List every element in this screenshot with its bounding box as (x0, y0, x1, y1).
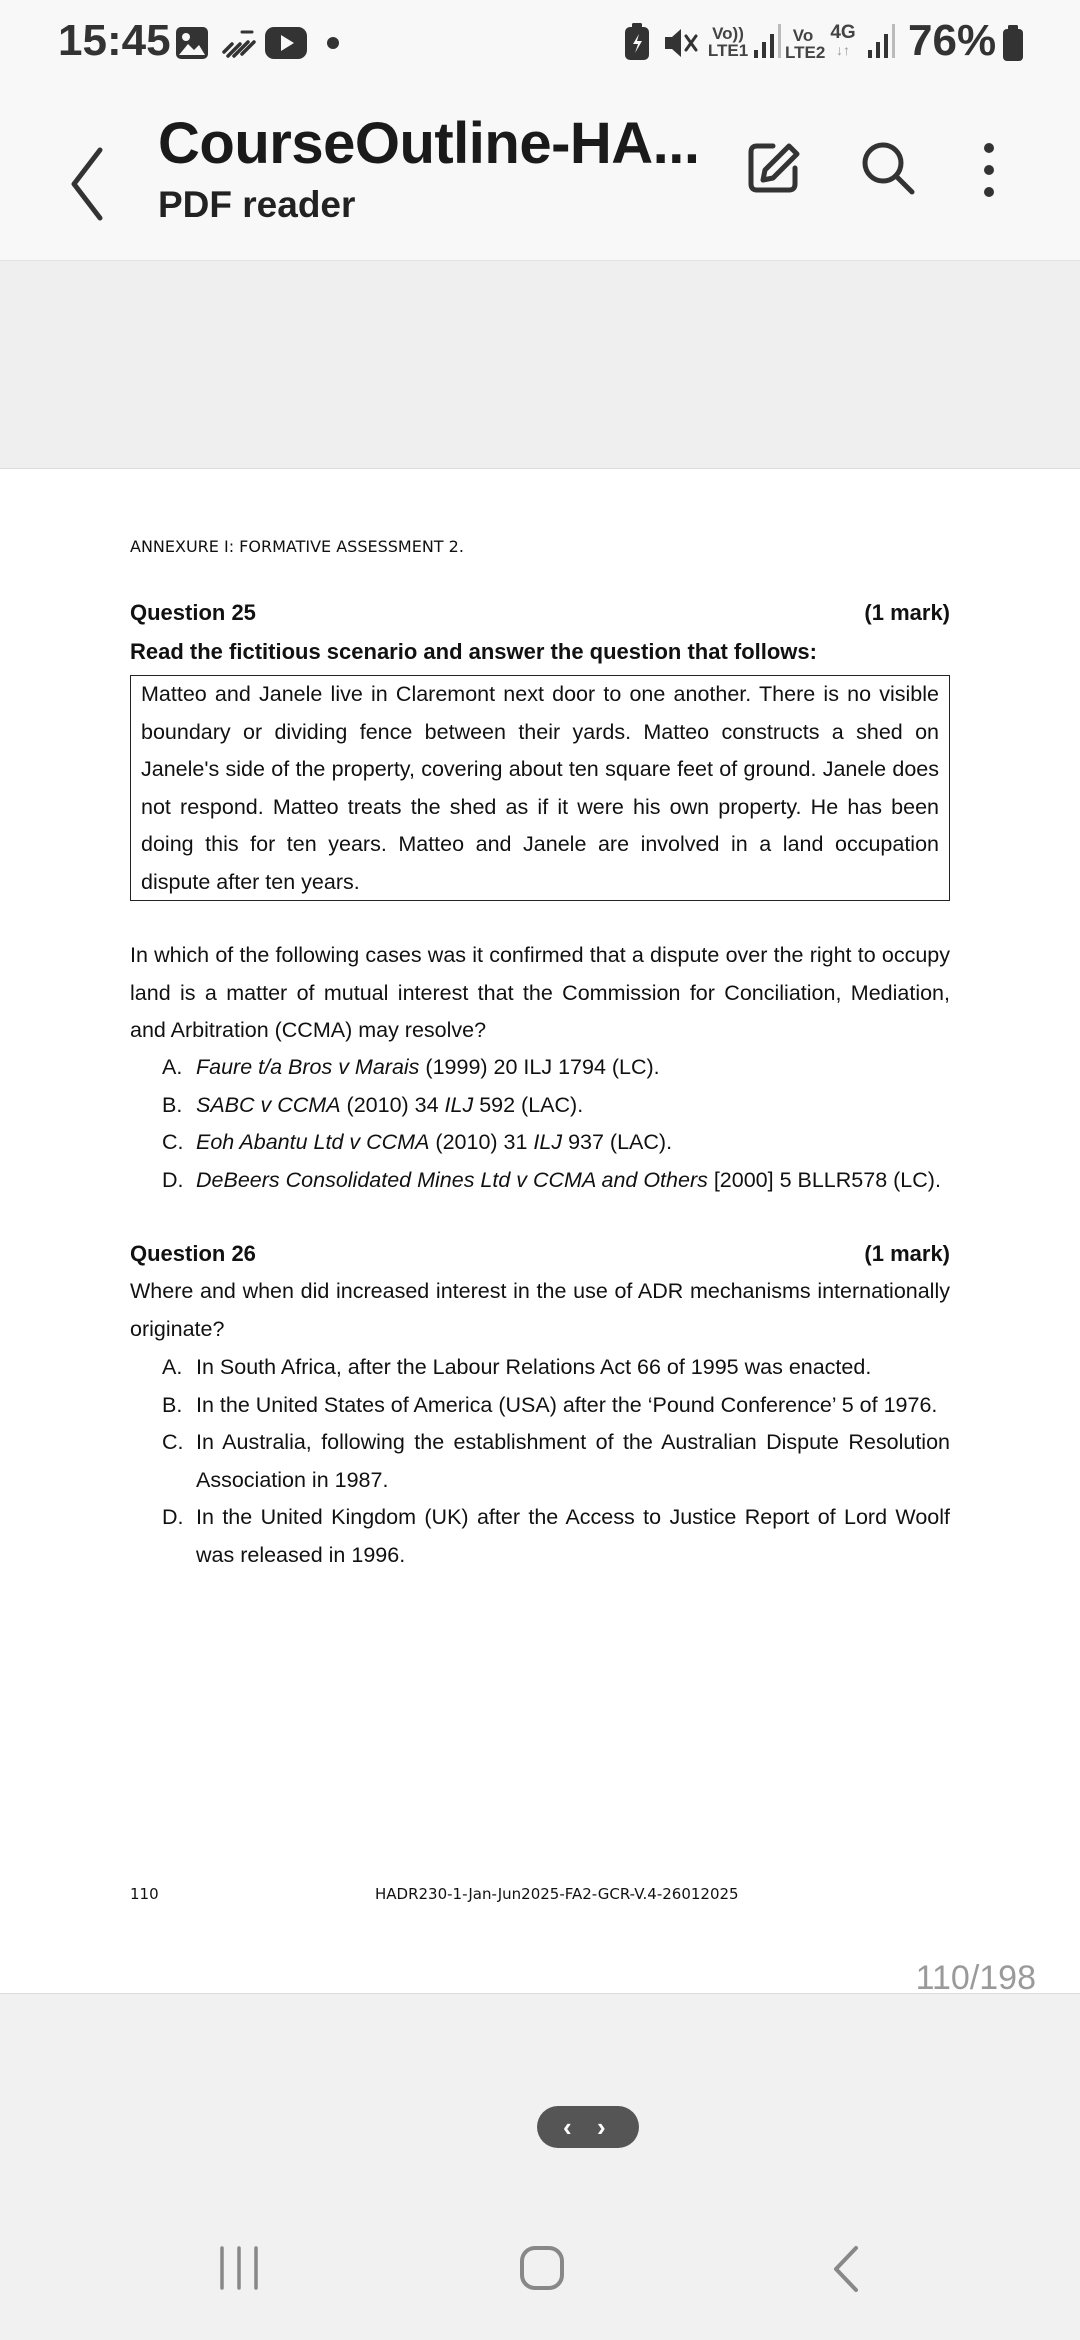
youtube-icon (264, 26, 308, 60)
recent-apps-icon[interactable] (214, 2246, 264, 2290)
gallery-icon (174, 25, 210, 61)
edit-pen-icon (222, 28, 256, 58)
q25-option-a: A. Faure t/a Bros v Marais (1999) 20 ILJ 1794 (LC). (162, 1055, 660, 1079)
mute-icon (662, 24, 698, 62)
q25-option-b: B. SABC v CCMA (2010) 34 ILJ 592 (LAC). (162, 1093, 584, 1117)
q25-option-d: D. DeBeers Consolidated Mines Ltd v CCMA and Others [2000] 5 BLLR578 (LC). (162, 1168, 941, 1192)
home-icon[interactable] (518, 2244, 566, 2292)
app-bar (0, 84, 1080, 260)
status-time: 15:45 (58, 16, 171, 65)
network-type-label: 4G ↓↑ (830, 22, 856, 58)
q26-option-d: D. In the United Kingdom (UK) after the Access to Justice Report of Lord Woolf was released in 1996. (162, 1505, 950, 1567)
battery-percent: 76% (908, 16, 997, 65)
system-navigation-bar (0, 2200, 1080, 2340)
more-vert-icon[interactable] (976, 142, 1002, 198)
annexure-header: ANNEXURE I: FORMATIVE ASSESSMENT 2. (130, 537, 464, 556)
question-26-mark: (1 mark) (864, 1241, 950, 1266)
page-indicator: 110/198 (915, 1959, 1036, 1997)
battery-saver-icon (623, 22, 651, 62)
document-code-footer: HADR230-1-Jan-Jun2025-FA2-GCR-V.4-26012025 (375, 1885, 739, 1903)
signal-icon (866, 22, 898, 60)
scenario-box: Matteo and Janele live in Claremont next door to one another. There is no visible boundary or dividing fence between their yards. Matteo constructs a shed on Janele's side of the property, covering about ten square feet of ground. Janele does not respond. Matteo treats the shed as if it were his own property. He has been doing this for ten years. Matteo and Janele are involved in a land occupation dispute after ten years. (130, 675, 950, 901)
q26-option-c: C. In Australia, following the establishment of the Australian Dispute Resolution Association in 1987. (162, 1430, 950, 1492)
battery-icon (1002, 24, 1024, 62)
pdf-page[interactable] (0, 468, 1080, 1997)
document-title: CourseOutline-HA... (158, 111, 700, 176)
status-bar (0, 0, 1080, 84)
q26-option-b: B. In the United States of America (USA) after the ‘Pound Conference’ 5 of 1976. (162, 1393, 938, 1417)
signal-icon (752, 22, 782, 60)
edit-icon[interactable] (745, 140, 801, 196)
viewer-background (0, 260, 1080, 468)
question-25-title: Question 25 (130, 600, 256, 625)
question-25-mark: (1 mark) (864, 600, 950, 625)
page-number-footer: 110 (130, 1885, 159, 1903)
back-icon[interactable] (828, 2244, 864, 2294)
prev-page-button[interactable]: ‹ (563, 2112, 572, 2142)
network-sim1-label: Vo)) LTE1 (707, 24, 749, 60)
next-page-button[interactable]: › (597, 2112, 606, 2142)
network-sim2-label: Vo LTE2 (785, 26, 826, 62)
back-arrow-icon[interactable] (64, 140, 112, 228)
q25-option-c: C. Eoh Abantu Ltd v CCMA (2010) 31 ILJ 937 (LAC). (162, 1130, 673, 1154)
q26-option-a: A. In South Africa, after the Labour Relations Act 66 of 1995 was enacted. (162, 1355, 872, 1379)
page-nav-pill (537, 2106, 639, 2148)
question-25-text: In which of the following cases was it confirmed that a dispute over the right to occupy land is a matter of mutual interest that the Commission for Conciliation, Mediation, and Arbitration (CCMA) may resolve? (130, 943, 950, 1042)
question-26-text: Where and when did increased interest in the use of ADR mechanisms internationally originate? (130, 1279, 950, 1341)
question-25-instruction: Read the fictitious scenario and answer the question that follows: (130, 639, 817, 664)
question-26-title: Question 26 (130, 1241, 256, 1266)
dot-icon (326, 36, 340, 50)
app-subtitle: PDF reader (158, 184, 356, 225)
search-icon[interactable] (858, 138, 918, 198)
